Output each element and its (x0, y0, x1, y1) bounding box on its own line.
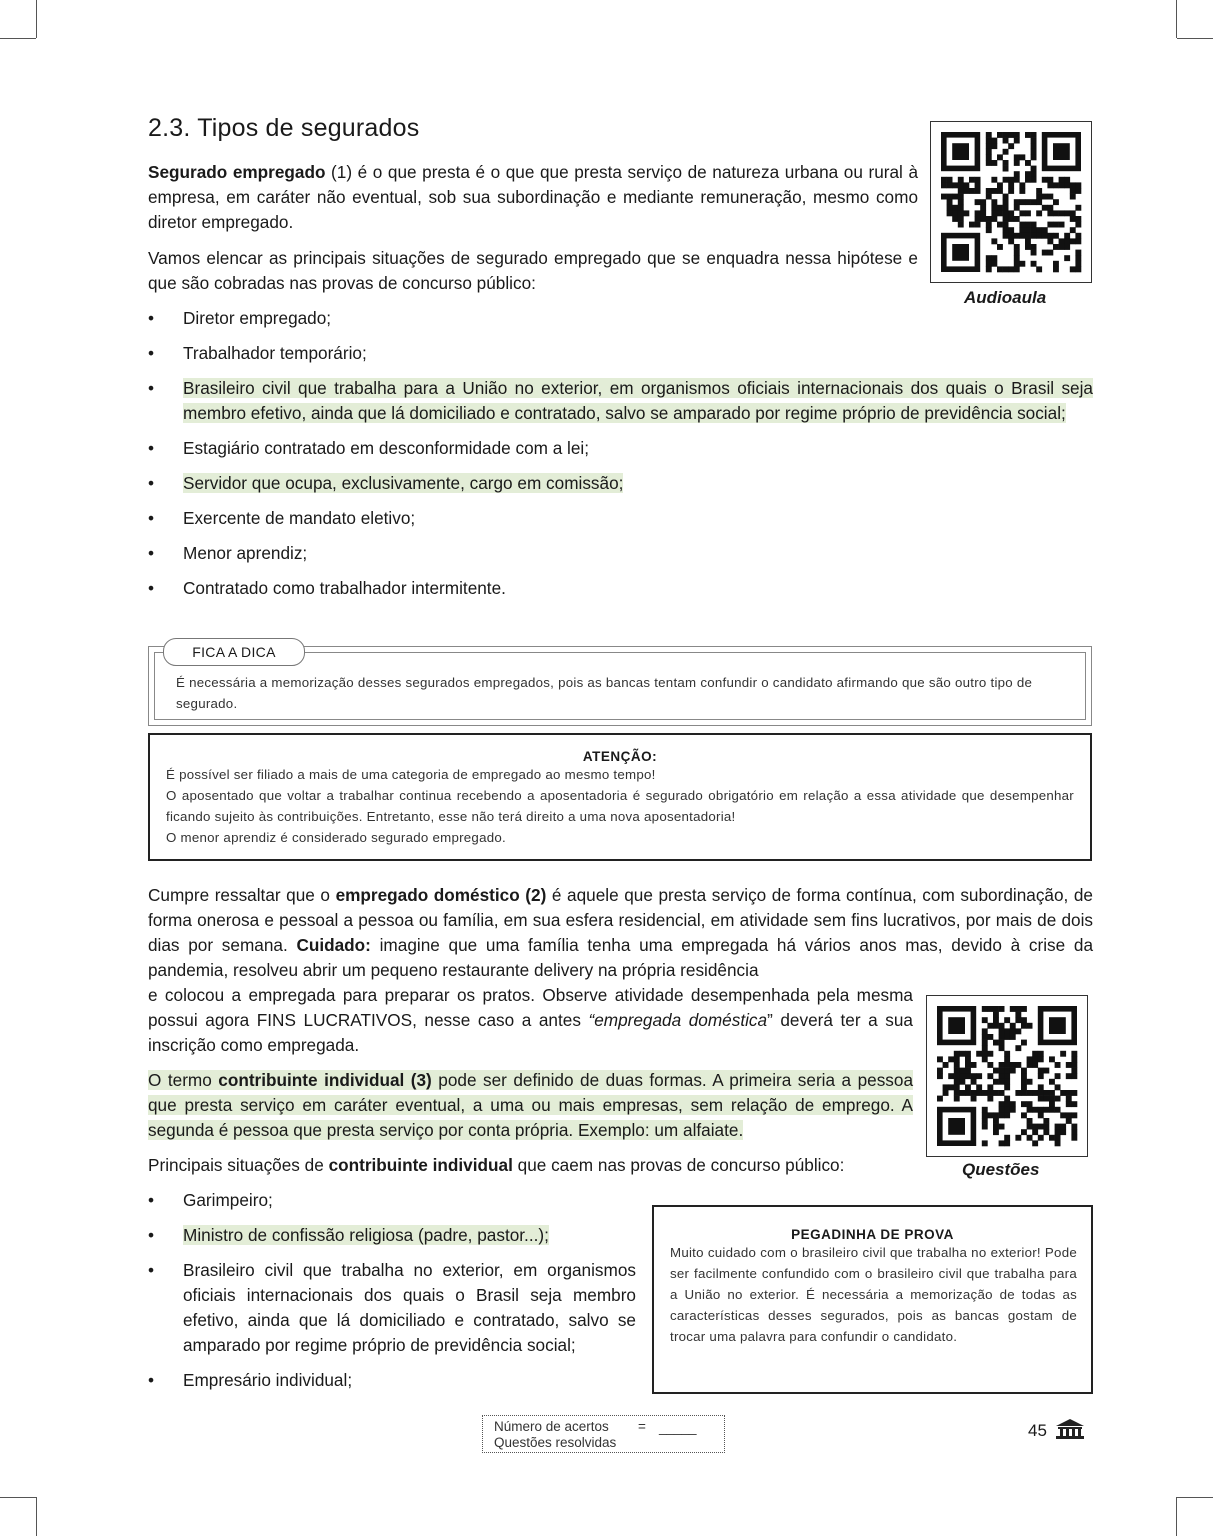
attention-text: É possível ser filiado a mais de uma categoria de empregado ao mesmo tempo! O aposentado que voltar a trabalhar continua recebendo a aposentadoria é segurado obrigatório em relação a essa atividade que desempenhar ficando sujeito às contribuições. Entretanto, esse não terá direito a uma nova aposentadoria! O menor aprendiz é considerado segurado empregado. (166, 767, 1074, 845)
trap-box (652, 1205, 1093, 1394)
list-item: • Exercente de mandato eletivo; (148, 506, 1093, 531)
paragraph-empregado-domestico-cont: e colocou a empregada para preparar os pratos. Observe atividade desempenhada pela mesma possui agora FINS LUCRATIVOS, nesse caso a antes “empregada doméstica” deverá ter a sua inscrição como empregada. (148, 985, 913, 1055)
trap-text: Muito cuidado com o brasileiro civil que trabalha no exterior! Pode ser facilmente confundido com o brasileiro civil que trabalha para a União no exterior. É necessária a memorização de todas as características desses segurados, pois as bancas gostam de trocar uma palavra para confundir o candidato. (670, 1245, 1077, 1344)
list-item: • Menor aprendiz; (148, 541, 1093, 566)
score-label-resolved: Questões resolvidas (494, 1435, 617, 1450)
paragraph-principais-situacoes: Principais situações de contribuinte individual que caem nas provas de concurso público: (148, 1155, 845, 1175)
list-item: • Brasileiro civil que trabalha para a União no exterior, em organismos oficiais internacionais dos quais o Brasil seja membro efetivo, ainda que lá domiciliado e contratado, salvo se amparado por regime próprio de previdência social; (148, 376, 1093, 426)
segurado-empregado-list (148, 306, 1093, 601)
score-label-hits: Número de acertos (494, 1419, 609, 1434)
paragraph-empregado-domestico: Cumpre ressaltar que o empregado doméstico (2) é aquele que presta serviço de forma contínua, com subordinação, de forma onerosa e pessoal a pessoa ou família, em sua esfera residencial, em atividade sem fins lucrativos, por mais de dois dias por semana. Cuidado: imagine que uma família tenha uma empregada há vários anos mas, devido à crise da pandemia, resolveu abrir um pequeno restaurante delivery na própria residência (148, 885, 1094, 980)
score-box (482, 1415, 725, 1453)
book-logo-icon (1054, 1418, 1086, 1445)
paragraph-segurado-empregado: Segurado empregado (1) é o que presta é o que que presta serviço de natureza urbana ou rural à empresa, em caráter não eventual, sob sua subordinação e mediante remuneração, mesmo como diretor empregado. (148, 162, 918, 232)
qr-code-icon[interactable] (926, 995, 1088, 1157)
list-item: • Ministro de confissão religiosa (padre, pastor...); (148, 1223, 636, 1248)
list-item: • Diretor empregado; (148, 306, 1093, 331)
list-item: • Contratado como trabalhador intermitente. (148, 576, 1093, 601)
qr-caption-audioaula: Audioaula (964, 288, 1047, 307)
list-item: • Garimpeiro; (148, 1188, 636, 1213)
tip-label: FICA A DICA (163, 638, 305, 666)
list-item: • Trabalhador temporário; (148, 341, 1093, 366)
paragraph-intro-list: Vamos elencar as principais situações de segurado empregado que se enquadra nessa hipótese e que são cobradas nas provas de concurso público: (148, 248, 918, 293)
attention-title: ATENÇÃO: (582, 749, 658, 764)
section-title: 2.3. Tipos de segurados (148, 114, 420, 142)
tip-text: É necessária a memorização desses segurados empregados, pois as bancas tentam confundir o candidato afirmando que são outro tipo de segurado. (176, 675, 1033, 711)
score-equals: = (638, 1419, 646, 1434)
attention-box (148, 733, 1092, 861)
list-item: • Empresário individual; (148, 1368, 636, 1393)
trap-title: PEGADINHA DE PROVA (791, 1227, 954, 1242)
contribuinte-individual-list (148, 1188, 636, 1393)
list-item: • Servidor que ocupa, exclusivamente, cargo em comissão; (148, 471, 1093, 496)
list-item: • Brasileiro civil que trabalha no exterior, em organismos oficiais internacionais dos quais o Brasil seja membro efetivo, ainda que lá domiciliado e contratado, salvo se amparado por regime próprio de previdência social; (148, 1258, 636, 1358)
list-item: • Estagiário contratado em desconformidade com a lei; (148, 436, 1093, 461)
page-number: 45 (1028, 1421, 1047, 1440)
score-blank-field[interactable]: _____ (659, 1420, 697, 1435)
paragraph-contribuinte-individual: O termo contribuinte individual (3) pode ser definido de duas formas. A primeira seria a pessoa que presta serviço em caráter eventual, a uma ou mais empresas, sem relação de emprego. A segunda é pessoa que presta serviço por conta própria. Exemplo: um alfaiate. (148, 1070, 914, 1140)
qr-caption-questoes: Questões (962, 1160, 1040, 1179)
qr-code-icon[interactable] (930, 121, 1092, 283)
